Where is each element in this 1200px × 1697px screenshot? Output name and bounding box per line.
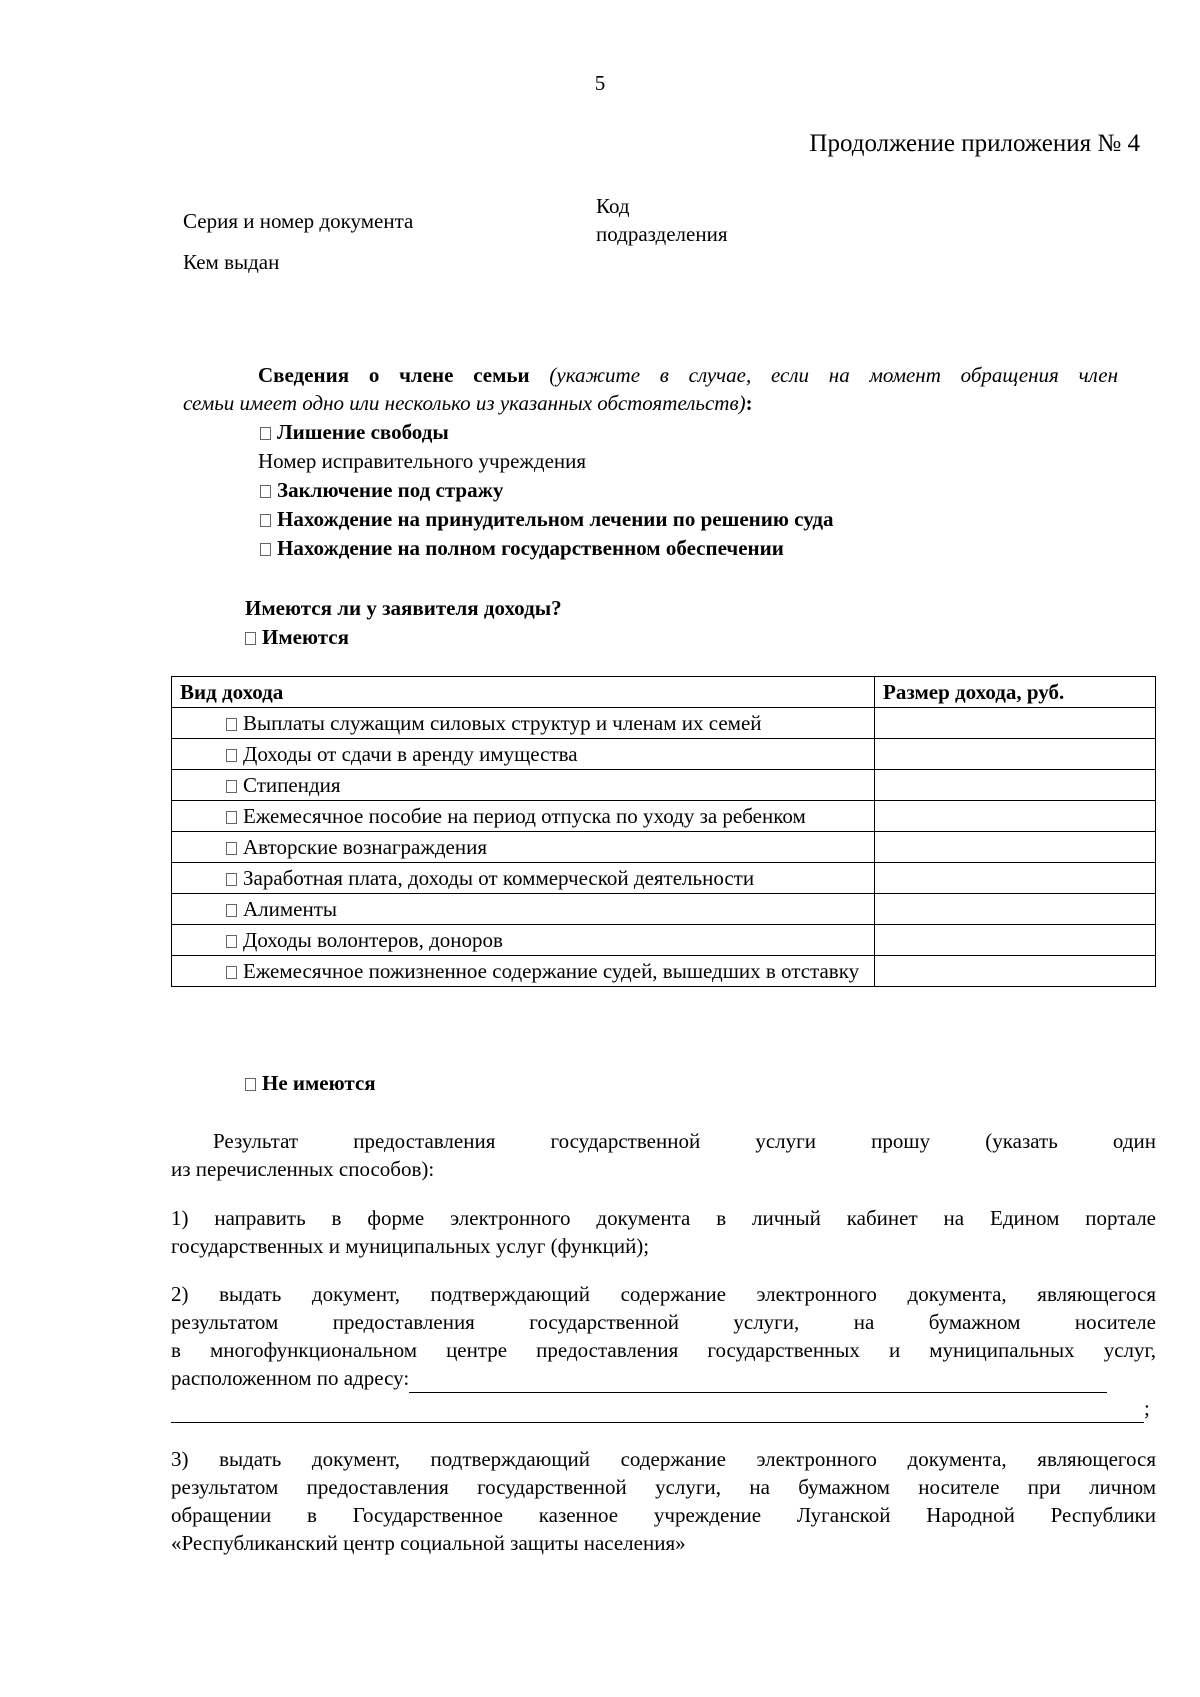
income-question: Имеются ли у заявителя доходы?: [245, 596, 562, 620]
checkbox-icon[interactable]: [245, 632, 256, 645]
correctional-facility-label: Номер исправительного учреждения: [258, 449, 587, 473]
checkbox-icon[interactable]: [260, 543, 271, 556]
option-custody[interactable]: Заключение под стражу: [260, 477, 503, 504]
checkbox-icon[interactable]: [245, 1078, 256, 1091]
table-row: Ежемесячное пожизненное содержание судей, вышедших в отставку: [172, 956, 1156, 987]
option2-line2: результатом предоставления государственной услуги, на бумажном носителе: [171, 1310, 1156, 1334]
checkbox-icon[interactable]: [226, 842, 237, 855]
option1-line1: 1) направить в форме электронного документа в личный кабинет на Едином портале: [171, 1206, 1156, 1230]
series-number-label: Серия и номер документа: [183, 209, 414, 233]
result-intro-line2: из перечисленных способов):: [171, 1157, 435, 1181]
amount-input[interactable]: [875, 739, 1156, 770]
income-no-option[interactable]: Не имеются: [245, 1070, 376, 1097]
table-row: Ежемесячное пособие на период отпуска по уходу за ребенком: [172, 801, 1156, 832]
option3-line2: результатом предоставления государственной услуги, на бумажном носителе при личном: [171, 1475, 1156, 1499]
table-row: Заработная плата, доходы от коммерческой деятельности: [172, 863, 1156, 894]
amount-input[interactable]: [875, 801, 1156, 832]
option-compulsory-treatment[interactable]: Нахождение на принудительном лечении по решению суда: [260, 506, 834, 533]
amount-input[interactable]: [875, 832, 1156, 863]
option3-line4: «Республиканский центр социальной защиты населения»: [171, 1531, 686, 1555]
column-header-income-type: Вид дохода: [172, 677, 875, 708]
option2-line1: 2) выдать документ, подтверждающий содержание электронного документа, являющегося: [171, 1282, 1156, 1306]
code-label-line1: Код: [596, 194, 630, 218]
checkbox-icon[interactable]: [226, 718, 237, 731]
option2-address-row: [171, 1365, 1156, 1393]
code-label-line2: подразделения: [596, 222, 728, 246]
amount-input[interactable]: [875, 894, 1156, 925]
option3-line1: 3) выдать документ, подтверждающий содержание электронного документа, являющегося: [171, 1447, 1156, 1471]
amount-input[interactable]: [875, 863, 1156, 894]
option3-line3: обращении в Государственное казенное учреждение Луганской Народной Республики: [171, 1503, 1156, 1527]
checkbox-icon[interactable]: [226, 749, 237, 762]
table-row: Выплаты служащим силовых структур и членам их семей: [172, 708, 1156, 739]
issued-by-label: Кем выдан: [183, 250, 280, 274]
checkbox-icon[interactable]: [226, 811, 237, 824]
option1-line2: государственных и муниципальных услуг (функций);: [171, 1234, 650, 1258]
table-row: Доходы от сдачи в аренду имущества: [172, 739, 1156, 770]
option-state-support[interactable]: Нахождение на полном государственном обеспечении: [260, 535, 784, 562]
table-header-row: [172, 677, 1156, 708]
table-row: Доходы волонтеров, доноров: [172, 925, 1156, 956]
amount-input[interactable]: [875, 925, 1156, 956]
table-row: Алименты: [172, 894, 1156, 925]
amount-input[interactable]: [875, 956, 1156, 987]
option2-line4: расположенном по адресу:: [171, 1366, 410, 1390]
page-number: 5: [594, 71, 606, 95]
table-row: Стипендия: [172, 770, 1156, 801]
appendix-title: Продолжение приложения № 4: [809, 130, 1140, 157]
checkbox-icon[interactable]: [226, 780, 237, 793]
option2-line3: в многофункциональном центре предоставления государственных и муниципальных услуг,: [171, 1338, 1156, 1362]
checkbox-icon[interactable]: [260, 485, 271, 498]
address-input-line2[interactable]: [171, 1398, 1144, 1423]
income-table: [171, 676, 1156, 987]
income-yes-option[interactable]: Имеются: [245, 624, 349, 651]
family-heading: Сведения о члене семьи: [258, 363, 530, 387]
checkbox-icon[interactable]: [260, 514, 271, 527]
column-header-income-amount: Размер дохода, руб.: [875, 677, 1156, 708]
checkbox-icon[interactable]: [226, 935, 237, 948]
family-heading-line: [258, 362, 1118, 389]
option2-address-row2: ;: [171, 1395, 1156, 1423]
result-intro-line1: Результат предоставления государственной услуги прошу (указать один: [213, 1129, 1156, 1153]
table-row: Авторские вознаграждения: [172, 832, 1156, 863]
amount-input[interactable]: [875, 708, 1156, 739]
checkbox-icon[interactable]: [226, 966, 237, 979]
family-note-line2: семьи имеет одно или несколько из указанных обстоятельств): [183, 391, 746, 415]
address-input-line1[interactable]: [409, 1368, 1107, 1393]
checkbox-icon[interactable]: [226, 904, 237, 917]
amount-input[interactable]: [875, 770, 1156, 801]
checkbox-icon[interactable]: [226, 873, 237, 886]
family-note-line2-row: семьи имеет одно или несколько из указанных обстоятельств):: [183, 391, 753, 415]
family-note-line1: (укажите в случае, если на момент обращения член: [549, 363, 1118, 387]
checkbox-icon[interactable]: [260, 427, 271, 440]
option-deprivation-liberty[interactable]: Лишение свободы: [260, 419, 449, 446]
